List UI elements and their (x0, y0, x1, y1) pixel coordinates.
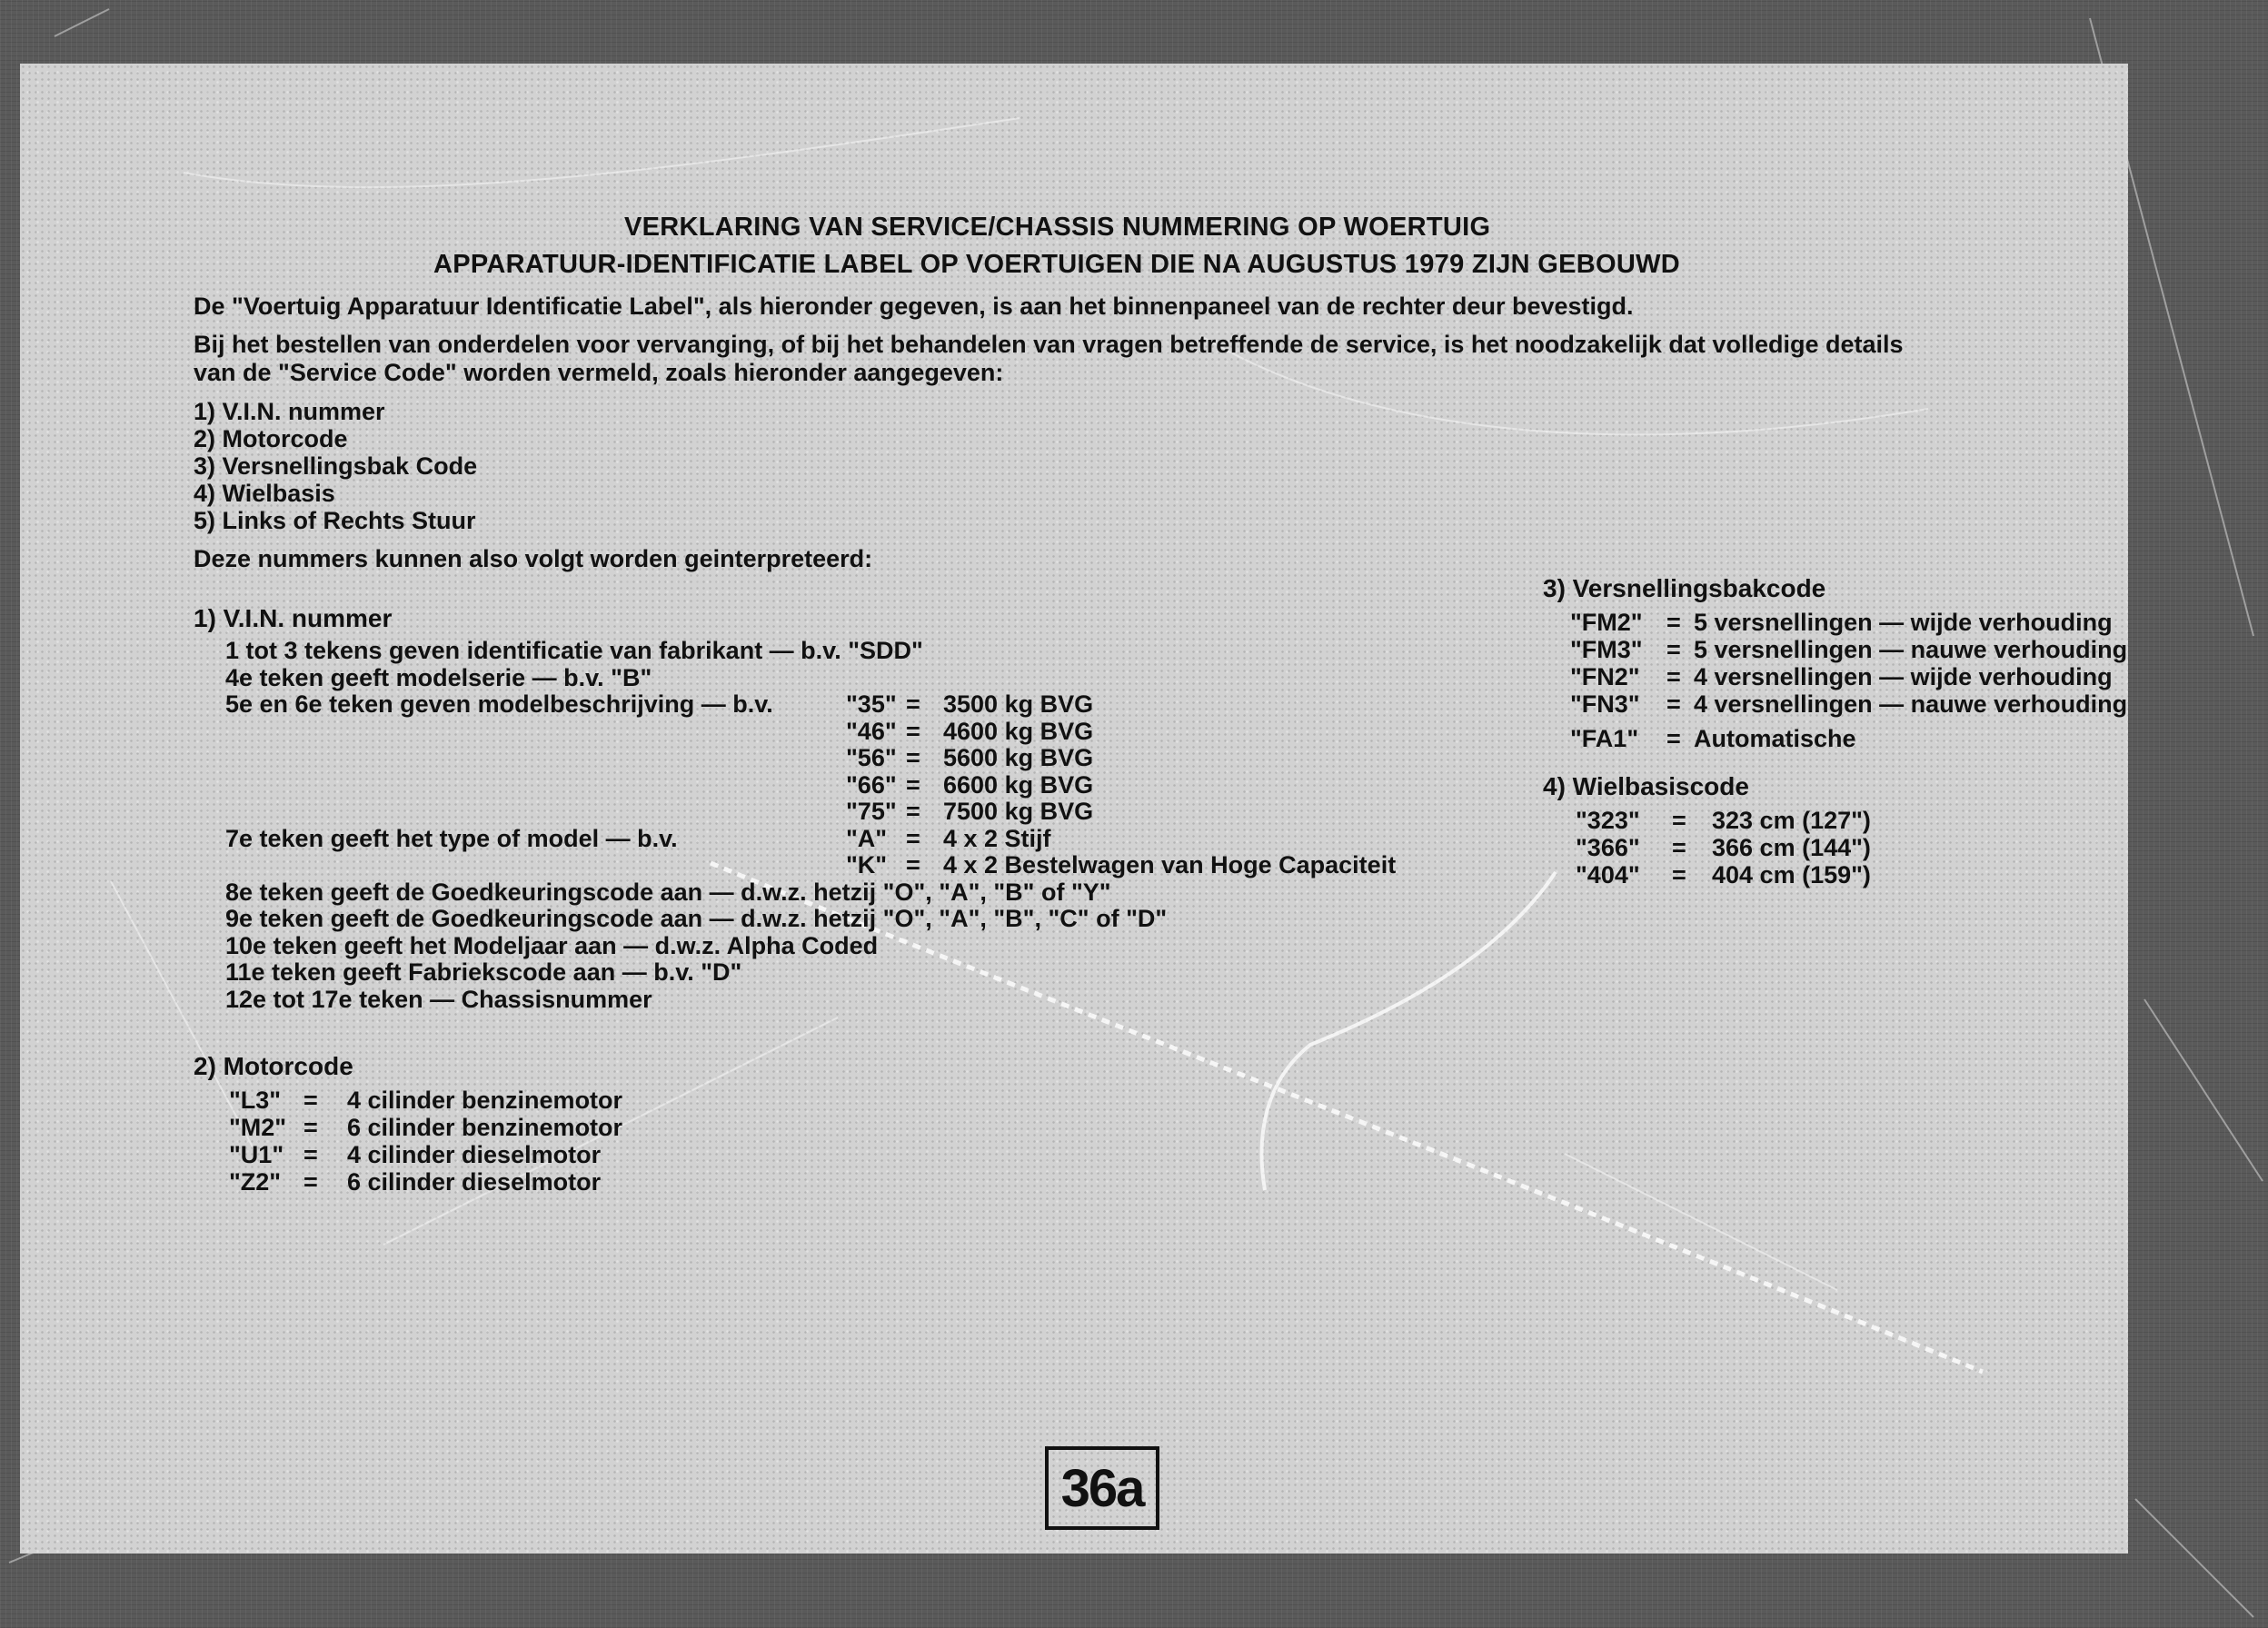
table-row (1576, 834, 1921, 861)
motor-rows (229, 1087, 683, 1196)
table-row (1576, 861, 1921, 888)
page-number: 36a (1045, 1446, 1159, 1530)
row-value: 5 versnellingen — wijde verhouding (1694, 609, 2113, 636)
row-description: 1 tot 3 tekens geven identificatie van fabrikant — b.v. "SDD" (225, 637, 923, 664)
vin-rows (225, 638, 1434, 1013)
row-equals: = (1666, 690, 1681, 718)
list-item: 4) Wielbasis (194, 480, 335, 507)
row-code: "FN2" (1570, 663, 1640, 690)
table-row (1570, 725, 2097, 752)
row-description: 12e tot 17e teken — Chassisnummer (225, 985, 652, 1013)
row-equals: = (1666, 725, 1681, 752)
gearbox-rows (1570, 609, 2128, 752)
table-row (229, 1141, 683, 1168)
row-code: "75" (846, 798, 897, 825)
table-row (225, 638, 1434, 665)
row-code: "56" (846, 744, 897, 771)
row-equals: = (906, 690, 920, 718)
row-description: 7e teken geeft het type of model — b.v. (225, 824, 678, 852)
table-row (225, 852, 1434, 879)
table-row (1576, 807, 1921, 834)
row-value: 4 x 2 Bestelwagen van Hoge Capaciteit (943, 851, 1397, 879)
table-row (225, 987, 1434, 1014)
row-value: 4 versnellingen — nauwe verhouding (1694, 690, 2128, 718)
row-equals: = (906, 770, 920, 799)
row-code: "FA1" (1570, 725, 1639, 752)
row-code: "35" (846, 690, 897, 718)
row-equals: = (906, 798, 920, 825)
row-code: "366" (1576, 834, 1640, 861)
table-row (1570, 609, 2113, 636)
row-code: "46" (846, 717, 897, 745)
intro-paragraph-2-line-1: Bij het bestellen van onderdelen voor vervanging, of bij het behandelen van vragen betreffende de service, is het noodzakelijk dat volledige details (194, 331, 1904, 358)
gearbox-heading: 3) Versnellingsbakcode (1543, 574, 1826, 602)
list-item: 1) V.I.N. nummer (194, 398, 385, 425)
row-value: 3500 kg BVG (943, 690, 1094, 718)
row-code: "323" (1576, 807, 1640, 834)
table-row (225, 799, 1434, 826)
row-equals: = (1672, 807, 1686, 834)
row-description: 9e teken geeft de Goedkeuringscode aan — d.w.z. hetzij "O", "A", "B", "C" of "D" (225, 905, 1168, 932)
table-row (225, 933, 1434, 960)
row-value: 4 x 2 Stijf (943, 824, 1051, 852)
row-equals: = (303, 1114, 318, 1141)
row-code: "L3" (229, 1087, 282, 1114)
row-description: 8e teken geeft de Goedkeuringscode aan — d.w.z. hetzij "O", "A", "B" of "Y" (225, 878, 1111, 906)
table-row (225, 745, 1434, 772)
row-value: 4 versnellingen — wijde verhouding (1694, 663, 2113, 690)
row-code: "FM3" (1570, 636, 1643, 663)
service-code-list (194, 398, 477, 534)
row-value: 6600 kg BVG (943, 770, 1094, 799)
row-equals: = (1672, 861, 1686, 888)
table-row (225, 879, 1434, 907)
table-row (225, 959, 1434, 987)
table-row (1570, 636, 2128, 663)
row-value: 4 cilinder benzinemotor (347, 1087, 623, 1114)
table-row (229, 1087, 683, 1114)
row-code: "M2" (229, 1114, 287, 1141)
row-description: 11e teken geeft Fabriekscode aan — b.v. "D" (225, 958, 742, 986)
table-row (1570, 690, 2128, 718)
intro-paragraph-1: De "Voertuig Apparatuur Identificatie Label", als hieronder gegeven, is aan het binnenpaneel van de rechter deur bevestigd. (194, 293, 1634, 320)
row-value: 323 cm (127") (1712, 807, 1871, 834)
table-row (229, 1168, 683, 1196)
intro-paragraph-2-line-2: van de "Service Code" worden vermeld, zoals hieronder aangegeven: (194, 359, 1004, 386)
table-row (225, 906, 1434, 933)
table-row (229, 1114, 683, 1141)
row-code: "A" (846, 824, 888, 852)
row-description: 4e teken geeft modelserie — b.v. "B" (225, 663, 652, 691)
list-item: 3) Versnellingsbak Code (194, 452, 478, 480)
row-code: "U1" (229, 1141, 284, 1168)
row-equals: = (906, 851, 920, 879)
title-line-2: APPARATUUR-IDENTIFICATIE LABEL OP VOERTUIGEN DIE NA AUGUSTUS 1979 ZIJN GEBOUWD (433, 250, 1681, 279)
table-row (1570, 663, 2113, 690)
row-equals: = (1666, 663, 1681, 690)
row-code: "K" (846, 851, 888, 879)
list-item: 5) Links of Rechts Stuur (194, 507, 476, 534)
row-equals: = (1666, 609, 1681, 636)
motor-heading: 2) Motorcode (194, 1052, 353, 1080)
row-value: 7500 kg BVG (943, 798, 1094, 825)
row-value: 5 versnellingen — nauwe verhouding (1694, 636, 2128, 663)
row-equals: = (906, 744, 920, 771)
table-row (225, 826, 1434, 853)
row-equals: = (906, 824, 920, 852)
table-row (225, 665, 1434, 692)
row-code: "404" (1576, 861, 1640, 888)
wheelbase-rows (1576, 807, 1921, 888)
table-row (225, 719, 1434, 746)
interpret-note: Deze nummers kunnen also volgt worden geinterpreteerd: (194, 545, 873, 572)
row-description: 5e en 6e teken geven modelbeschrijving — b.v. (225, 690, 773, 718)
row-code: "FN3" (1570, 690, 1640, 718)
row-equals: = (906, 717, 920, 745)
row-value: 366 cm (144") (1712, 834, 1871, 861)
row-value: 404 cm (159") (1712, 861, 1871, 888)
table-row (225, 691, 1434, 719)
row-value: 5600 kg BVG (943, 744, 1094, 771)
row-code: "Z2" (229, 1168, 282, 1196)
row-equals: = (303, 1141, 318, 1168)
row-value: Automatische (1694, 725, 1856, 752)
row-code: "66" (846, 770, 897, 799)
row-value: 6 cilinder benzinemotor (347, 1114, 623, 1141)
row-equals: = (303, 1168, 318, 1196)
row-equals: = (303, 1087, 318, 1114)
list-item: 2) Motorcode (194, 425, 348, 452)
row-value: 4600 kg BVG (943, 717, 1094, 745)
title-line-1: VERKLARING VAN SERVICE/CHASSIS NUMMERING OP WOERTUIG (624, 213, 1491, 242)
row-value: 4 cilinder dieselmotor (347, 1141, 602, 1168)
row-value: 6 cilinder dieselmotor (347, 1168, 602, 1196)
wheelbase-heading: 4) Wielbasiscode (1543, 772, 1749, 800)
table-row (225, 772, 1434, 799)
row-description: 10e teken geeft het Modeljaar aan — d.w.z. Alpha Coded (225, 931, 879, 959)
vin-heading: 1) V.I.N. nummer (194, 604, 393, 632)
row-equals: = (1672, 834, 1686, 861)
row-equals: = (1666, 636, 1681, 663)
service-label-sheet (20, 64, 2128, 1554)
row-code: "FM2" (1570, 609, 1643, 636)
